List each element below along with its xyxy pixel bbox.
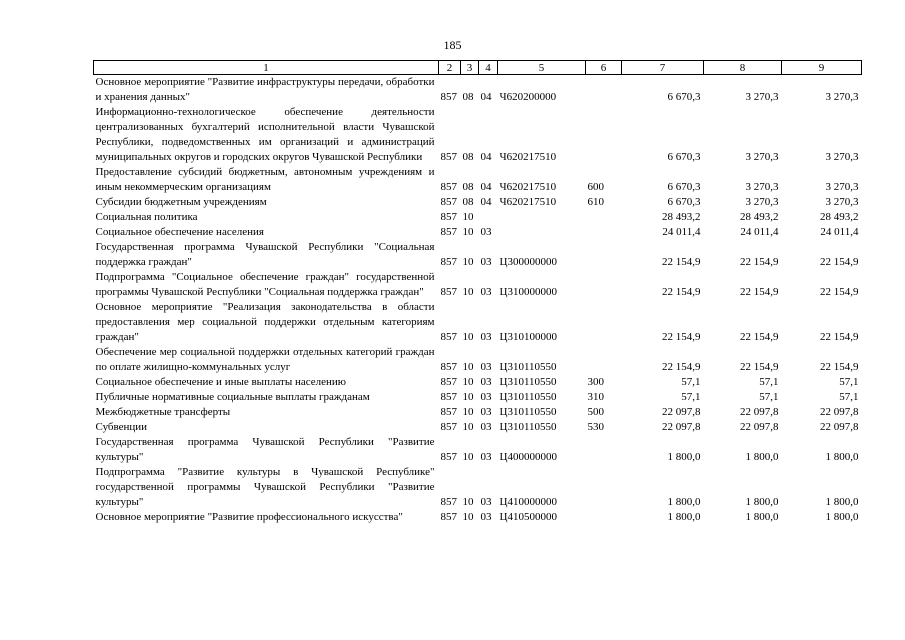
amount-col-8: 3 270,3: [745, 151, 779, 163]
expense-type-code: [586, 345, 622, 375]
amount-col-9: 22 154,9: [820, 361, 859, 373]
amount-col-8: 22 154,9: [740, 331, 779, 343]
row-name: Социальное обеспечение и иные выплаты населению: [95, 376, 347, 388]
table-row: [94, 270, 862, 300]
amount-col-8: 3 270,3: [745, 91, 779, 103]
target-article-code: Ч620217510: [499, 151, 557, 163]
subsection-code: 03: [480, 256, 492, 268]
row-name: Основное мероприятие "Развитие профессионального искусства": [95, 511, 403, 523]
table-row: [94, 75, 862, 106]
admin-code: 857: [440, 331, 457, 343]
subsection-code: 03: [480, 511, 492, 523]
target-article-code: Ч620217510: [499, 181, 557, 193]
amount-col-9: 3 270,3: [825, 151, 859, 163]
row-name: Обеспечение мер социальной поддержки отдельных категорий граждан по оплате жилищно-коммунальных услуг: [95, 346, 435, 373]
amount-col-8: 3 270,3: [745, 196, 779, 208]
target-article-code: [498, 210, 586, 225]
amount-col-8: 57,1: [759, 376, 779, 388]
target-article-code: Ц310110550: [499, 361, 557, 373]
column-header: 4: [479, 61, 498, 75]
table-header-row: [94, 61, 862, 75]
subsection-code: 04: [480, 151, 492, 163]
amount-col-7: 22 097,8: [662, 406, 701, 418]
amount-col-9: 22 154,9: [820, 256, 859, 268]
subsection-code: 03: [480, 331, 492, 343]
expense-type-code: [586, 510, 622, 525]
section-code: 08: [462, 91, 474, 103]
row-name: Государственная программа Чувашской Республики "Развитие культуры": [95, 436, 435, 463]
target-article-code: Ч620200000: [499, 91, 557, 103]
amount-col-8: 22 097,8: [740, 406, 779, 418]
amount-col-8: 22 154,9: [740, 256, 779, 268]
table-row: [94, 210, 862, 225]
row-name: Подпрограмма "Социальное обеспечение граждан" государственной программы Чувашской Республики "Социальная поддержка граждан": [95, 271, 435, 298]
expense-type-code: [586, 465, 622, 510]
admin-code: 857: [440, 196, 457, 208]
subsection-code: 03: [480, 226, 492, 238]
table-row: [94, 510, 862, 525]
amount-col-7: 57,1: [681, 376, 701, 388]
table-row: [94, 165, 862, 195]
amount-col-7: 28 493,2: [662, 211, 701, 223]
amount-col-9: 22 154,9: [820, 331, 859, 343]
subsection-code: 03: [480, 421, 492, 433]
amount-col-9: 28 493,2: [820, 211, 859, 223]
amount-col-9: 57,1: [839, 376, 859, 388]
table-row: [94, 345, 862, 375]
admin-code: 857: [440, 406, 457, 418]
expense-type-code: 500: [587, 406, 604, 418]
admin-code: 857: [440, 256, 457, 268]
subsection-code: 04: [480, 91, 492, 103]
page-number: 185: [443, 38, 462, 52]
table-row: [94, 390, 862, 405]
section-code: 10: [462, 256, 474, 268]
expense-type-code: [586, 435, 622, 465]
amount-col-8: 1 800,0: [745, 451, 779, 463]
amount-col-7: 22 154,9: [662, 331, 701, 343]
row-name: Публичные нормативные социальные выплаты гражданам: [95, 391, 370, 403]
table-row: [94, 375, 862, 390]
section-code: 10: [462, 451, 474, 463]
amount-col-7: 6 670,3: [667, 181, 701, 193]
row-name: Субсидии бюджетным учреждениям: [95, 196, 267, 208]
budget-table: [93, 60, 862, 525]
table-row: [94, 300, 862, 345]
admin-code: 857: [440, 421, 457, 433]
subsection-code: 03: [480, 496, 492, 508]
column-header: 1: [94, 61, 439, 75]
amount-col-9: 57,1: [839, 391, 859, 403]
expense-type-code: [586, 270, 622, 300]
amount-col-9: 1 800,0: [825, 451, 859, 463]
column-header: 7: [622, 61, 704, 75]
subsection-code: 03: [480, 361, 492, 373]
row-name: Межбюджетные трансферты: [95, 406, 231, 418]
section-code: 10: [462, 226, 474, 238]
amount-col-7: 1 800,0: [667, 451, 701, 463]
amount-col-7: 57,1: [681, 391, 701, 403]
target-article-code: Ц310110550: [499, 376, 557, 388]
amount-col-9: 3 270,3: [825, 91, 859, 103]
column-header: 8: [704, 61, 782, 75]
amount-col-8: 28 493,2: [740, 211, 779, 223]
column-header: 3: [461, 61, 479, 75]
amount-col-8: 1 800,0: [745, 496, 779, 508]
row-name: Подпрограмма "Развитие культуры в Чувашской Республике" государственной программы Чувашской Республики "Развитие культуры": [95, 466, 435, 508]
column-header: 5: [498, 61, 586, 75]
table-row: [94, 105, 862, 165]
amount-col-9: 3 270,3: [825, 181, 859, 193]
admin-code: 857: [440, 511, 457, 523]
row-name: Государственная программа Чувашской Республики "Социальная поддержка граждан": [95, 241, 435, 268]
table-row: [94, 225, 862, 240]
target-article-code: Ч620217510: [499, 196, 557, 208]
subsection-code: 04: [480, 181, 492, 193]
target-article-code: Ц410500000: [499, 511, 557, 523]
table-row: [94, 405, 862, 420]
target-article-code: Ц310110550: [499, 421, 557, 433]
expense-type-code: 610: [587, 196, 604, 208]
section-code: 08: [462, 181, 474, 193]
target-article-code: Ц310110550: [499, 406, 557, 418]
amount-col-8: 24 011,4: [740, 226, 779, 238]
expense-type-code: 310: [587, 391, 604, 403]
amount-col-7: 1 800,0: [667, 496, 701, 508]
row-name: Основное мероприятие "Реализация законодательства в области предоставления мер социальной поддержки отдельным категориям граждан": [95, 301, 435, 343]
expense-type-code: [586, 240, 622, 270]
subsection-code: 04: [480, 196, 492, 208]
section-code: 10: [462, 496, 474, 508]
section-code: 10: [462, 376, 474, 388]
subsection-code: 03: [480, 286, 492, 298]
target-article-code: Ц400000000: [499, 451, 557, 463]
amount-col-8: 3 270,3: [745, 181, 779, 193]
section-code: 10: [462, 406, 474, 418]
amount-col-7: 1 800,0: [667, 511, 701, 523]
section-code: 10: [462, 211, 474, 223]
amount-col-8: 22 097,8: [740, 421, 779, 433]
amount-col-7: 6 670,3: [667, 91, 701, 103]
amount-col-9: 1 800,0: [825, 496, 859, 508]
expense-type-code: [586, 300, 622, 345]
section-code: 10: [462, 421, 474, 433]
row-name: Информационно-технологическое обеспечение деятельности централизованных бухгалтерий исполнительной власти Чувашской Республики, подведомственных им организаций и администраций муниципальных округов и городских округов Чувашской Республики: [95, 106, 435, 163]
amount-col-7: 6 670,3: [667, 196, 701, 208]
amount-col-9: 22 154,9: [820, 286, 859, 298]
section-code: 08: [462, 151, 474, 163]
amount-col-8: 22 154,9: [740, 286, 779, 298]
target-article-code: Ц310000000: [499, 286, 557, 298]
subsection-code: 03: [480, 391, 492, 403]
amount-col-8: 1 800,0: [745, 511, 779, 523]
section-code: 10: [462, 361, 474, 373]
section-code: 08: [462, 196, 474, 208]
admin-code: 857: [440, 211, 457, 223]
amount-col-9: 22 097,8: [820, 406, 859, 418]
admin-code: 857: [440, 361, 457, 373]
subsection-code: [479, 210, 498, 225]
subsection-code: 03: [480, 451, 492, 463]
subsection-code: 03: [480, 376, 492, 388]
target-article-code: Ц410000000: [499, 496, 557, 508]
amount-col-7: 6 670,3: [667, 151, 701, 163]
row-name: Основное мероприятие "Развитие инфраструктуры передачи, обработки и хранения данных": [95, 76, 435, 103]
expense-type-code: 600: [587, 181, 604, 193]
admin-code: 857: [440, 151, 457, 163]
column-header: 9: [782, 61, 862, 75]
target-article-code: Ц300000000: [499, 256, 557, 268]
section-code: 10: [462, 391, 474, 403]
row-name: Социальное обеспечение населения: [95, 226, 264, 238]
target-article-code: [498, 225, 586, 240]
admin-code: 857: [440, 496, 457, 508]
amount-col-9: 24 011,4: [820, 226, 859, 238]
table-row: [94, 465, 862, 510]
amount-col-8: 57,1: [759, 391, 779, 403]
row-name: Социальная политика: [95, 211, 198, 223]
amount-col-7: 22 154,9: [662, 286, 701, 298]
admin-code: 857: [440, 376, 457, 388]
expense-type-code: [586, 75, 622, 106]
amount-col-7: 22 097,8: [662, 421, 701, 433]
admin-code: 857: [440, 391, 457, 403]
column-header: 6: [586, 61, 622, 75]
table-row: [94, 195, 862, 210]
amount-col-9: 1 800,0: [825, 511, 859, 523]
table-row: [94, 420, 862, 435]
section-code: 10: [462, 286, 474, 298]
target-article-code: Ц310110550: [499, 391, 557, 403]
amount-col-7: 22 154,9: [662, 256, 701, 268]
row-name: Субвенции: [95, 421, 148, 433]
row-name: Предоставление субсидий бюджетным, автономным учреждениям и иным некоммерческим организациям: [95, 166, 435, 193]
section-code: 10: [462, 511, 474, 523]
column-header: 2: [439, 61, 461, 75]
target-article-code: Ц310100000: [499, 331, 557, 343]
table-row: [94, 240, 862, 270]
amount-col-7: 22 154,9: [662, 361, 701, 373]
expense-type-code: 300: [587, 376, 604, 388]
expense-type-code: 530: [587, 421, 604, 433]
admin-code: 857: [440, 451, 457, 463]
admin-code: 857: [440, 226, 457, 238]
amount-col-9: 3 270,3: [825, 196, 859, 208]
expense-type-code: [586, 105, 622, 165]
admin-code: 857: [440, 91, 457, 103]
expense-type-code: [586, 210, 622, 225]
table-row: [94, 435, 862, 465]
amount-col-8: 22 154,9: [740, 361, 779, 373]
admin-code: 857: [440, 286, 457, 298]
amount-col-9: 22 097,8: [820, 421, 859, 433]
amount-col-7: 24 011,4: [662, 226, 701, 238]
section-code: 10: [462, 331, 474, 343]
expense-type-code: [586, 225, 622, 240]
admin-code: 857: [440, 181, 457, 193]
subsection-code: 03: [480, 406, 492, 418]
